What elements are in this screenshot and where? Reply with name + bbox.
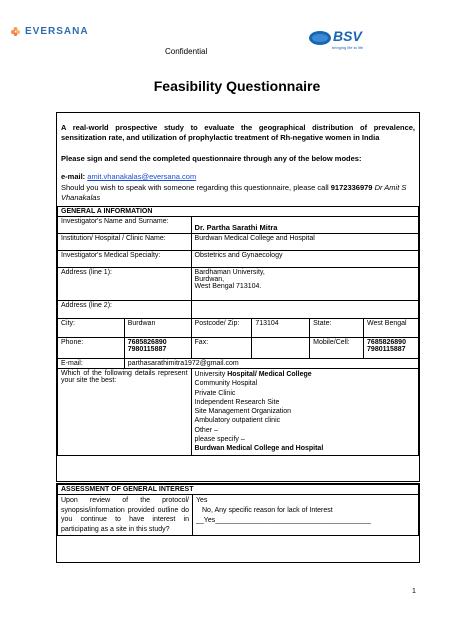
investigator-name-value[interactable]: Dr. Partha Sarathi Mitra [191, 217, 418, 234]
sign-instructions: Please sign and send the completed questionnaire through any of the below modes: [61, 154, 362, 163]
phone-value[interactable] [124, 338, 191, 359]
site-type-options[interactable] [191, 369, 418, 456]
site-specified-value[interactable]: Burdwan Medical College and Hospital [194, 445, 324, 453]
interest-answer-text[interactable]: __Yes________________________________________ [196, 517, 371, 524]
bsv-globe-icon [308, 30, 332, 46]
address1-line: Bardhaman University, [194, 269, 265, 276]
interest-yes[interactable]: Yes [196, 497, 208, 504]
contact-email-line [61, 172, 196, 181]
interest-answer[interactable] [193, 495, 419, 536]
city-label: City: [58, 319, 125, 338]
mobile-label: Mobile/Cell: [310, 338, 364, 359]
general-interest-table [57, 484, 419, 536]
city-value[interactable]: Burdwan [124, 319, 191, 338]
eversana-logo-text: EVERSANA [25, 26, 89, 37]
fax-value[interactable] [252, 338, 310, 359]
email-field-value[interactable]: parthasarathimitra1972@gmail.com [124, 359, 418, 369]
page-number: 1 [412, 588, 416, 595]
confidential-label: Confidential [165, 47, 208, 56]
study-description: A real-world prospective study to evaluate the geographical distribution of prevalence, sensitization rate, and utilization of prophylactic treatment of Rh-negative women in India [61, 123, 415, 142]
state-value[interactable]: West Bengal [364, 319, 419, 338]
site-option-smo[interactable]: Site Management Organization [194, 408, 292, 416]
specialty-label: Investigator's Medical Specialty: [58, 251, 192, 268]
site-option-university[interactable]: University Hospital/ Medical College [194, 371, 312, 378]
address2-label: Address (line 2): [58, 301, 192, 319]
contact-name: Dr Amit S Vhanakalas [61, 183, 407, 202]
mobile-value[interactable] [364, 338, 419, 359]
site-option-ambulatory[interactable]: Ambulatory outpatient clinic [194, 417, 281, 425]
email-field-label: E-mail: [58, 359, 125, 369]
site-option-community[interactable]: Community Hospital [194, 380, 258, 388]
call-text: Should you wish to speak with someone regarding this questionnaire, please call [61, 183, 329, 192]
fax-label: Fax: [191, 338, 252, 359]
address1-line: West Bengal 713104. [194, 283, 262, 290]
eversana-flower-icon [10, 26, 21, 37]
site-option-independent[interactable]: Independent Research Site [194, 398, 280, 406]
eversana-logo [10, 26, 89, 37]
call-line [61, 183, 417, 203]
state-label: State: [310, 319, 364, 338]
institution-label: Institution/ Hospital / Clinic Name: [58, 234, 192, 251]
bsv-logo [308, 28, 388, 52]
section-b-heading: ASSESSMENT OF GENERAL INTEREST [58, 485, 419, 495]
address2-value[interactable] [191, 301, 418, 319]
phone-number: 7980115887 [127, 346, 167, 353]
mobile-number: 7685826890 [367, 339, 406, 346]
page-title: Feasibility Questionnaire [153, 78, 321, 94]
mobile-number: 7980115887 [367, 346, 406, 353]
contact-phone: 9172336979 [330, 183, 373, 192]
address1-label: Address (line 1): [58, 268, 192, 301]
section-a-heading: GENERAL A INFORMATION [58, 207, 419, 217]
phone-label: Phone: [58, 338, 125, 359]
postcode-value[interactable]: 713104 [252, 319, 310, 338]
site-type-label: Which of the following details represent your site the best: [58, 369, 192, 456]
institution-value[interactable]: Burdwan Medical College and Hospital [191, 234, 418, 251]
general-interest-section [56, 483, 420, 563]
site-specify-label: please specify – [194, 436, 245, 444]
contact-email-link[interactable]: amit.vhanakalas@eversana.com [87, 172, 197, 181]
general-information-section [56, 112, 420, 482]
bsv-logo-text: BSV [333, 28, 362, 44]
postcode-label: Postcode/ Zip: [191, 319, 252, 338]
site-option-other[interactable]: Other – [194, 426, 218, 434]
interest-question: Upon review of the protocol/ synopsis/information provided outline do you continue to have interest in participating as a site in this study? [58, 495, 193, 536]
investigator-name-label: Investigator's Name and Surname: [58, 217, 192, 234]
email-label: e-mail: [61, 172, 86, 181]
address1-value[interactable] [191, 268, 418, 301]
bsv-tagline: bringing life to life [332, 45, 364, 50]
specialty-value[interactable]: Obstetrics and Gynaecology [191, 251, 418, 268]
site-option-private[interactable]: Private Clinic [194, 389, 236, 397]
phone-number: 7685826890 [127, 339, 167, 346]
general-info-table [57, 206, 419, 456]
interest-no[interactable]: No, Any specific reason for lack of Interest [202, 507, 333, 514]
address1-line: Burdwan, [194, 276, 225, 283]
